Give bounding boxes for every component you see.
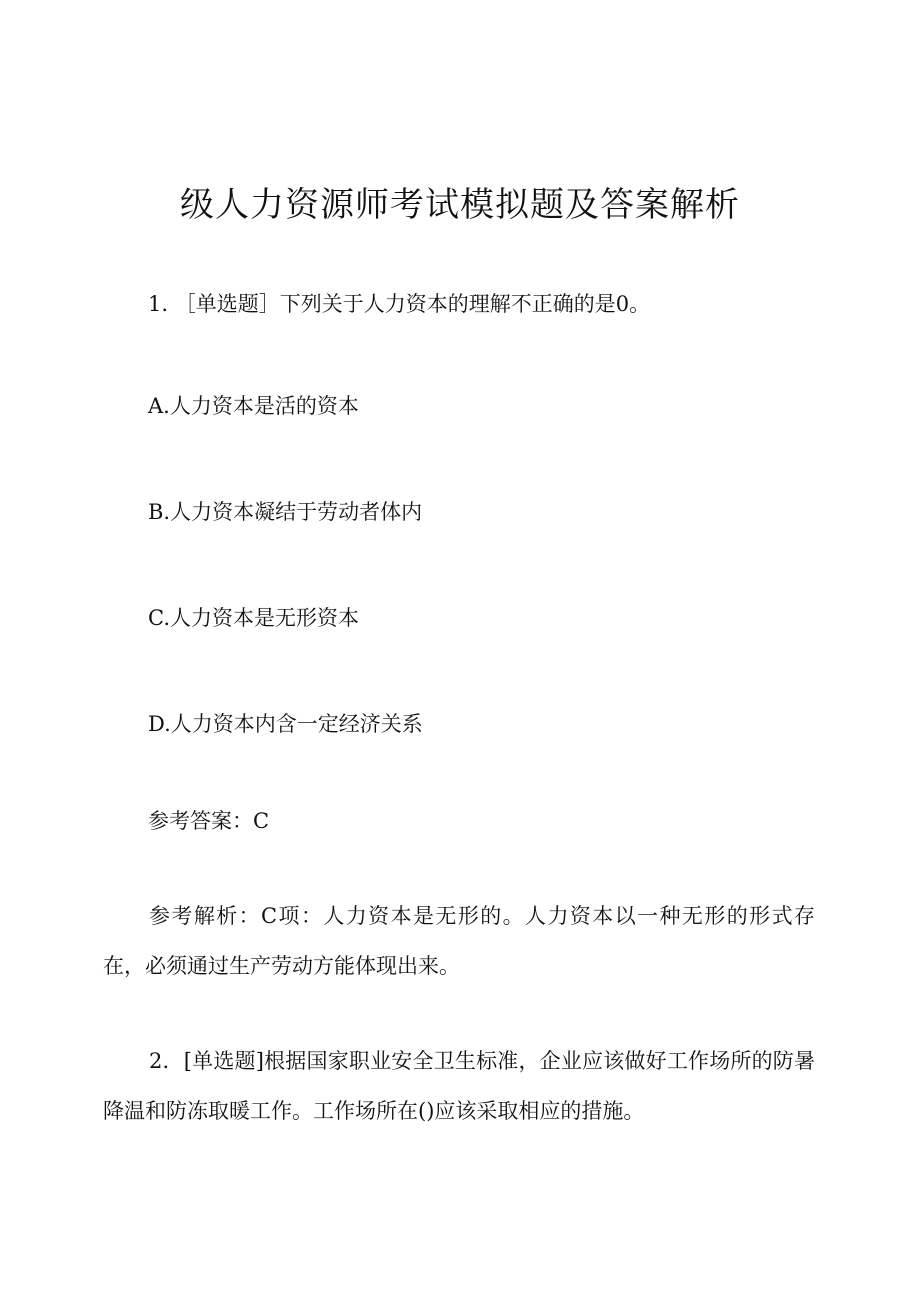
question-1-option-d: D.人力资本内含一定经济关系	[148, 712, 423, 736]
question-1-option-a: A.人力资本是活的资本	[148, 394, 359, 418]
question-1-option-c: C.人力资本是无形资本	[148, 606, 359, 630]
document-title: 级人力资源师考试模拟题及答案解析	[180, 185, 740, 225]
question-1-explanation: 参考解析：C项：人力资本是无形的。人力资本以一种无形的形式存在，必须通过生产劳动方能体现出来。	[103, 904, 815, 978]
question-1-option-b: B.人力资本凝结于劳动者体内	[148, 500, 423, 524]
question-1-answer: 参考答案：C	[148, 809, 270, 833]
question-1-stem: 1. ［单选题］下列关于人力资本的理解不正确的是0。	[148, 292, 651, 316]
question-2-stem: 2．[单选题]根据国家职业安全卫生标准，企业应该做好工作场所的防暑降温和防冻取暖工作。工作场所在()应该采取相应的措施。	[103, 1049, 815, 1123]
